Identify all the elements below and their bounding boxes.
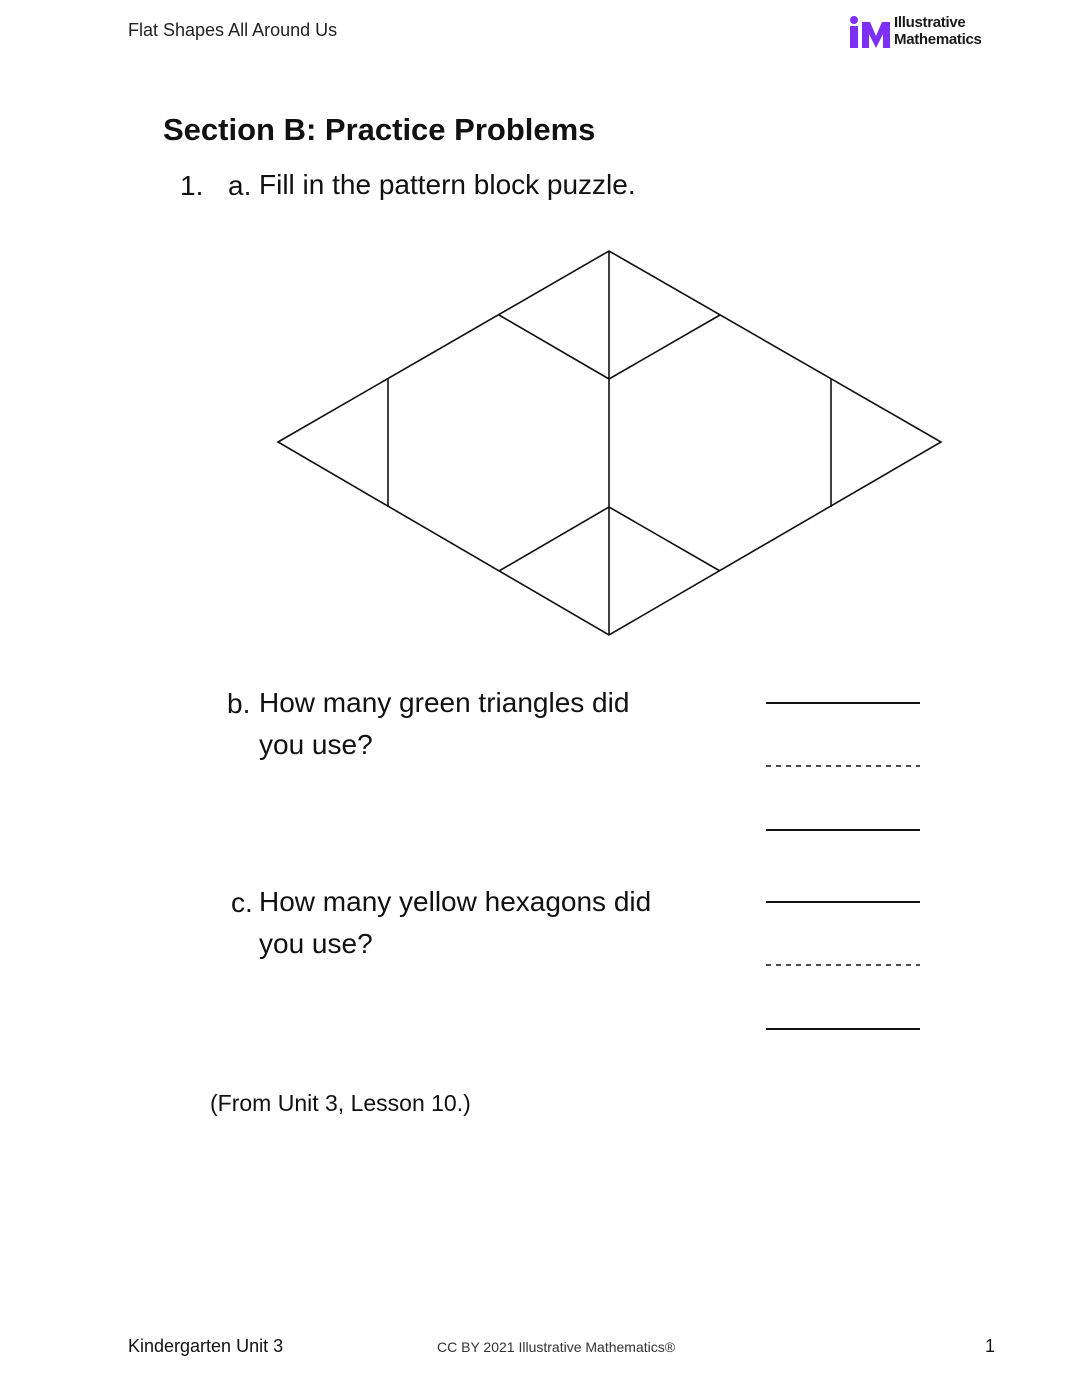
page-number: 1 [985,1336,996,1356]
part-c-text [259,881,651,965]
footer-license: CC BY 2021 Illustrative Mathematics® [437,1339,676,1355]
problem-number: 1. [180,170,204,201]
part-b-text [259,682,629,766]
source-note: (From Unit 3, Lesson 10.) [210,1090,471,1116]
logo-line-1: Illustrative [894,14,966,31]
footer-unit: Kindergarten Unit 3 [128,1336,284,1356]
document-title: Flat Shapes All Around Us [128,20,338,40]
pattern-block-puzzle [270,244,950,644]
part-c-label: c. [231,887,253,918]
answer-writing-lines-b[interactable] [764,690,924,840]
puzzle-edge [499,507,609,571]
puzzle-edge [609,507,720,571]
logo-line-2: Mathematics [894,31,982,48]
section-title: Section B: Practice Problems [163,112,596,147]
part-c-line-2: you use? [259,928,373,959]
part-b-line-2: you use? [259,729,373,760]
part-a-text: Fill in the pattern block puzzle. [259,169,636,200]
part-c-line-1: How many yellow hexagons did [259,886,652,917]
part-b-line-1: How many green triangles did [259,687,630,718]
puzzle-edge [499,315,609,379]
puzzle-edge [609,315,720,379]
logo-text [894,14,982,48]
answer-writing-lines-c[interactable] [764,889,924,1039]
part-b-label: b. [227,688,251,719]
part-a-label: a. [228,170,252,201]
